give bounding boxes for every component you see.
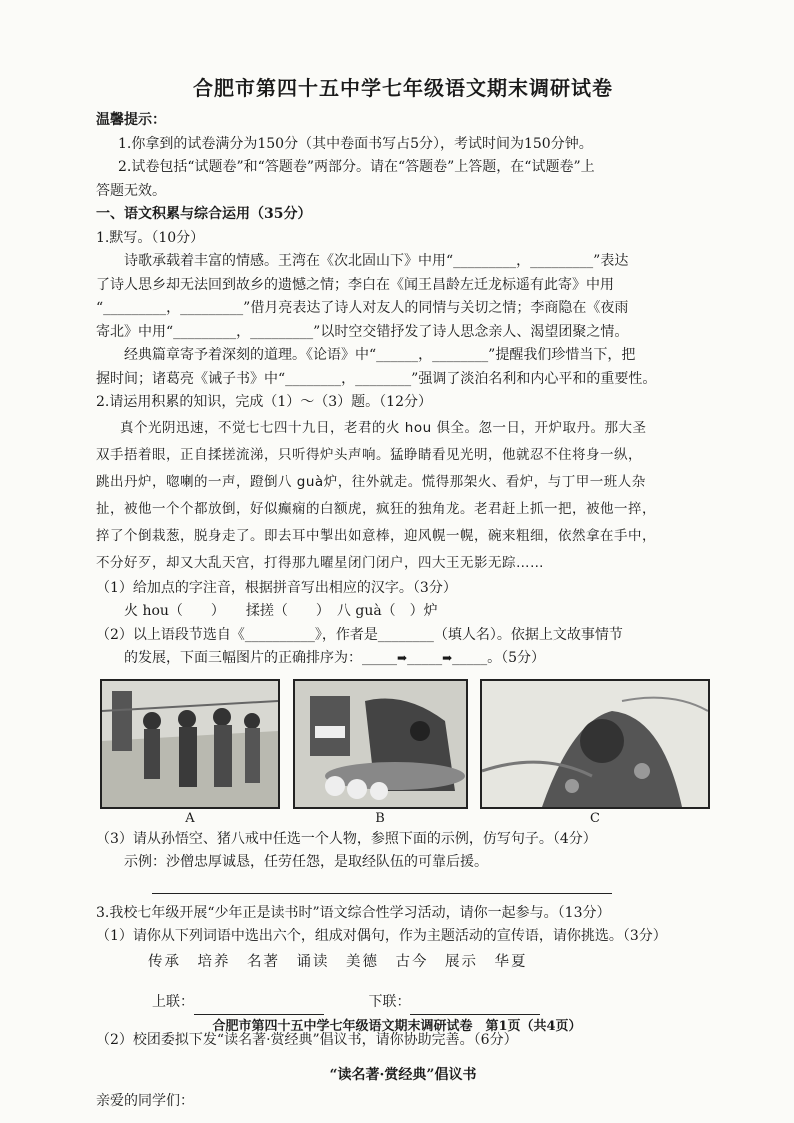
question-3-part-2: （2）校团委拟下发“读名著·赏经典”倡议书，请你协助完善。（6分） [96,1031,518,1048]
story-line: 跳出丹炉，唿喇的一声，蹬倒八 guà炉，往外就走。慌得那架火、看炉，与丁甲一班人杂 [96,473,646,490]
arrow-right-icon: ➡ [442,651,453,665]
illustration-c-image [480,679,710,809]
page-title: 合肥市第四十五中学七年级语文期末调研试卷 [193,76,613,100]
illustration-row [100,679,710,826]
question-1-line: 了诗人思乡却无法回到故乡的遗憾之情；李白在《闻王昌龄左迁龙标遥有此寄》中用 [96,276,614,293]
answer-line [152,879,612,894]
question-2-part-2: （2）以上语段节选自《__________》，作者是________（填人名）。依据上文故事情节 [96,626,623,643]
question-2-part-2-order: 的发展，下面三幅图片的正确排序为：_____➡_____➡_____。（5分） [96,647,710,671]
couplet-answer [96,989,710,1015]
page-footer: 合肥市第四十五中学七年级语文期末调研试卷 第1页（共4页） [212,1019,582,1034]
arrow-right-icon: ➡ [397,651,408,665]
illustration-a-label: A [185,810,195,826]
illustration-c-label: C [590,810,600,826]
question-1-heading: 1.默写。（10分） [96,229,205,246]
question-1-line: 诗歌承载着丰富的情感。王湾在《次北固山下》中用“_________，_________”表达 [124,253,629,269]
letter-greeting: 亲爱的同学们： [96,1093,194,1109]
illustration-b-label: B [375,810,385,826]
illustration-c [480,679,710,826]
down-answer-line [410,1000,540,1015]
section-heading: 一、语文积累与综合运用（35分） [96,206,312,222]
example-sentence: 示例：沙僧忠厚诚恳，任劳任怨，是取经队伍的可靠后援。 [124,854,488,870]
down-label: 下联： [368,993,411,1010]
illustration-a-image [100,679,280,809]
story-line: 真个光阴迅速，不觉七七四十九日，老君的火 hou 俱全。忽一日，开炉取丹。那大圣 [120,419,647,436]
question-1-line: “_________，_________”借月亮表达了诗人对友人的同情与关切之情；李商隐在《夜雨 [96,300,629,316]
question-2-part-3: （3）请从孙悟空、猪八戒中任选一个人物，参照下面的示例，仿写句子。（4分） [96,830,597,847]
notice-heading: 温馨提示： [96,112,166,128]
story-line: 双手捂着眼，正自揉搓流涕，只听得炉头声响。猛睁睛看见光明，他就忍不住将身一纵， [96,446,642,463]
up-label: 上联： [152,993,194,1010]
story-line: 不分好歹，却又大乱天宫，打得那九曜星闭门闭户，四大王无影无踪…… [96,554,544,571]
question-1-line: 握时间；诸葛亮《诫子书》中“________，________”强调了淡泊名利和内心平和的重要性。 [96,370,657,387]
illustration-b [293,679,468,826]
question-2-part-1: （1）给加点的字注音，根据拼音写出相应的汉字。（3分） [96,579,457,596]
letter-title: “读名著·赏经典”倡议书 [329,1067,477,1083]
word-options: 传承 培养 名著 诵读 美德 古今 展示 华夏 [148,953,528,970]
pinyin-items: 火 hou（ ） 揉搓（ ） 八 guà（ ）炉 [124,603,438,619]
question-1-line: 寄北》中用“_________，_________”以时空交错抒发了诗人思念亲人、渴望团聚之情。 [96,323,629,340]
notice-item: 答题无效。 [96,182,166,199]
story-line: 捽了个倒栽葱，脱身走了。即去耳中掣出如意棒，迎风幌一幌，碗来粗细，依然拿在手中， [96,527,656,544]
up-answer-line [194,1000,324,1015]
illustration-b-image [293,679,468,809]
question-3-heading: 3.我校七年级开展“少年正是读书时”语文综合性学习活动，请你一起参与。（13分） [96,904,611,921]
notice-item: 2.试卷包括“试题卷”和“答题卷”两部分。请在“答题卷”上答题，在“试题卷”上 [118,159,595,175]
notice-item: 1.你拿到的试卷满分为150分（其中卷面书写占5分），考试时间为150分钟。 [118,135,593,152]
illustration-a [100,679,280,826]
story-line: 扯，被他一个个都放倒，好似癫痫的白额虎，疯狂的独角龙。老君赶上抓一把，被他一捽， [96,500,656,517]
story-passage [96,415,710,577]
question-1-line: 经典篇章寄予着深刻的道理。《论语》中“______，________”提醒我们珍惜当下，把 [124,347,636,363]
question-3-part-1: （1）请你从下列词语中选出六个，组成对偶句，作为主题活动的宣传语，请你挑选。（3分） [96,928,667,944]
question-2-heading: 2.请运用积累的知识，完成（1）～（3）题。（12分） [96,394,432,410]
